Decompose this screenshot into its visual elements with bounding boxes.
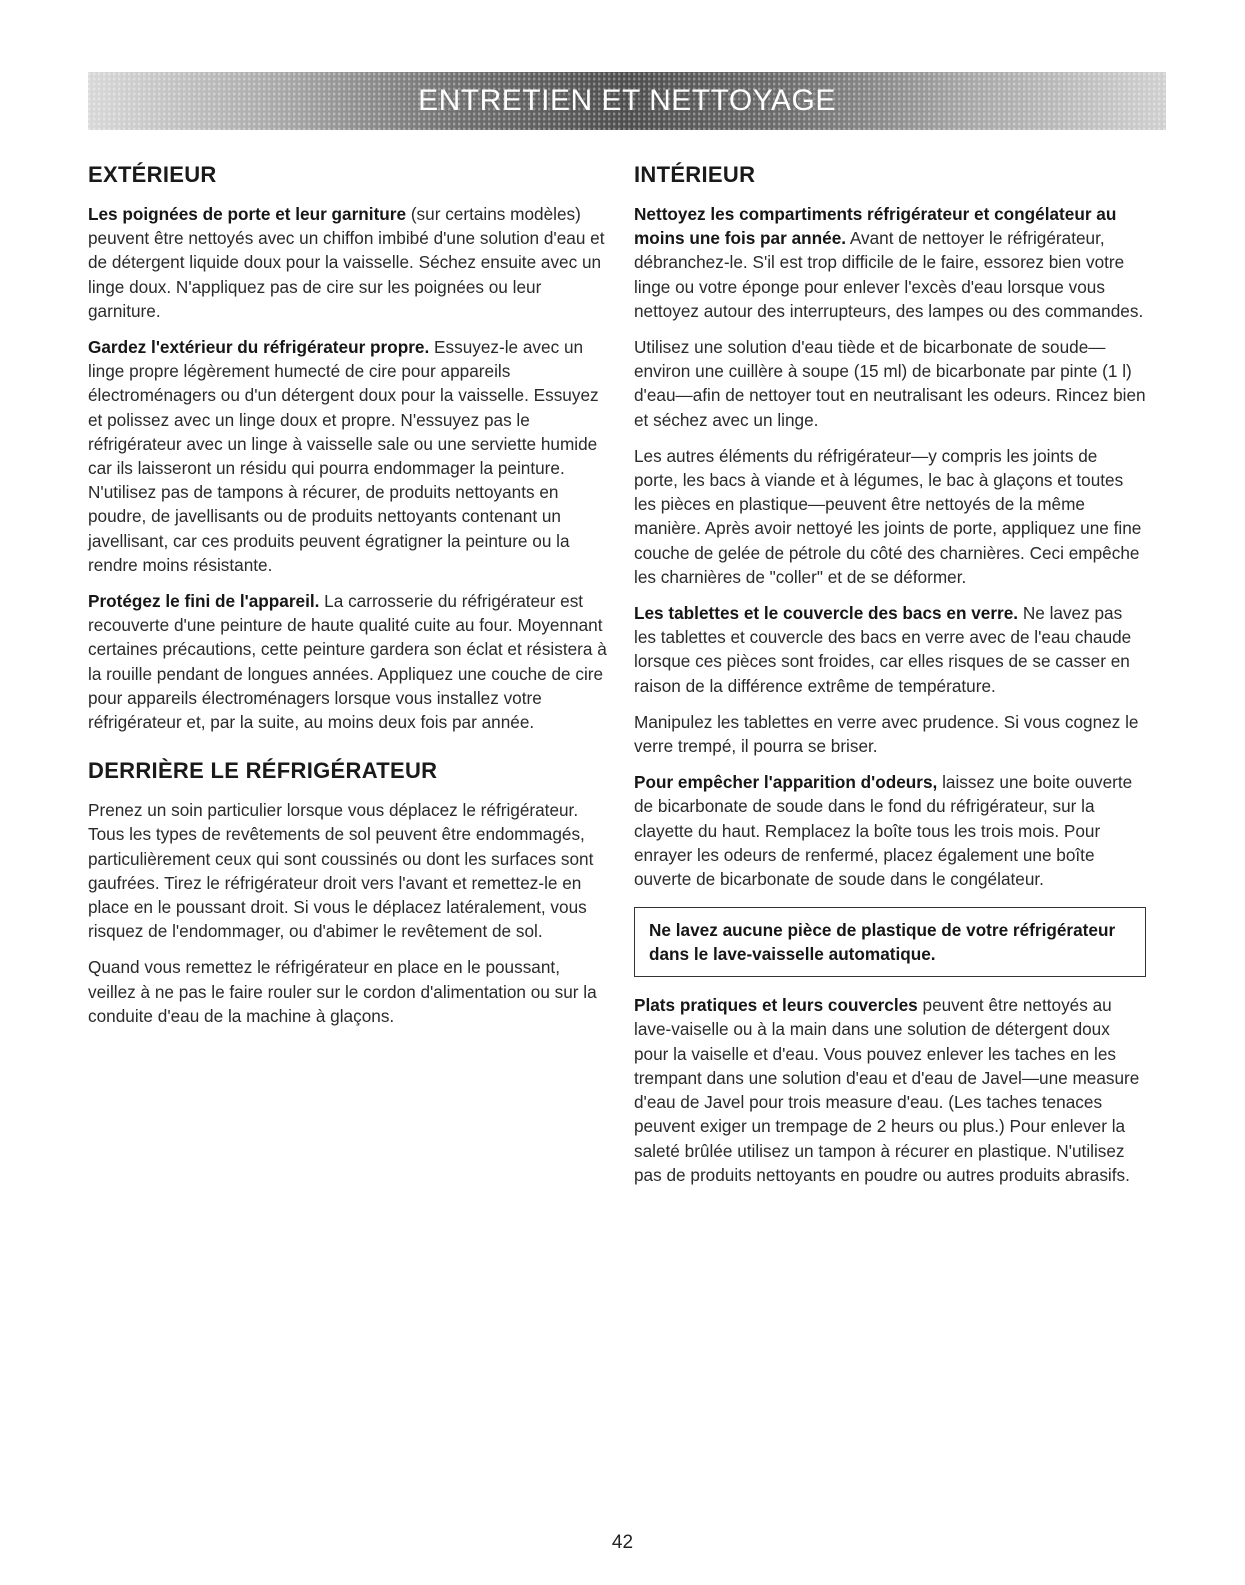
paragraph-exterieur-propre: Gardez l'extérieur du réfrigérateur propre. Essuyez-le avec un linge propre légèrement humecté de cire pour appareils électroménagers ou d'un détergent doux pour la vaisselle. Essuyez et polissez avec un linge doux et propre. N'essuyez pas le réfrigérateur avec un linge à vaisselle sale ou une serviette humide car ils laisseront un résidu qui pourra endommager la peinture. N'utilisez pas de tampons à récurer, de produits nettoyants en poudre, de javellisants ou de produits nettoyants contenant un javellisant, car ces produits peuvent égratigner la peinture ou la rendre moins résistante. (88, 337, 599, 575)
paragraph-remettre: Quand vous remettez le réfrigérateur en place en le poussant, veillez à ne pas le faire rouler sur le cordon d'alimentation ou sur la conduite d'eau de la machine à glaçons. (88, 957, 597, 1026)
section-banner (88, 72, 1166, 130)
warning-box: Ne lavez aucune pièce de plastique de votre réfrigérateur dans le lave-vaisselle automatique. (634, 907, 1146, 977)
paragraph-autres-elements: Les autres éléments du réfrigérateur—y compris les joints de porte, les bacs à viande et à légumes, le bac à glaçons et toutes les pièces en plastique—peuvent être nettoyés de la même manière. Après avoir nettoyé les joints de porte, appliquez une fine couche de gelée de pétrole du côté des charnières. Ceci empêche les charnières de "coller" et de se déformer. (634, 445, 1142, 587)
banner-title: ENTRETIEN ET NETTOYAGE (418, 84, 836, 117)
paragraph-compartiments: Nettoyez les compartiments réfrigérateur et congélateur au moins une fois par année. Avant de nettoyer le réfrigérateur, débranchez-le. S'il est trop difficile de le faire, essorez bien votre linge ou votre éponge pour enlever l'excès d'eau lorsque vous nettoyez autour des interrupteurs, des lampes ou des commandes. (634, 204, 1144, 321)
page-number: 42 (611, 1532, 634, 1553)
paragraph-tablettes: Les tablettes et le couvercle des bacs en verre. Ne lavez pas les tablettes et couvercle des bacs en verre avec de l'eau chaude lorsque ces pièces sont froides, car elles risques de se casser en raison de la différence extrême de température. (634, 603, 1132, 696)
paragraph-poignees: Les poignées de porte et leur garniture (sur certains modèles) peuvent être nettoyés avec un chiffon imbibé d'une solution d'eau et de détergent liquide doux pour la vaisselle. Séchez ensuite avec un linge doux. N'appliquez pas de cire sur les poignées ou leur garniture. (88, 204, 605, 321)
left-column (88, 162, 612, 1040)
right-column (634, 162, 1146, 1199)
paragraph-manipulez: Manipulez les tablettes en verre avec prudence. Si vous cognez le verre trempé, il pourra se briser. (634, 711, 1139, 757)
paragraph-deplacer: Prenez un soin particulier lorsque vous déplacez le réfrigérateur. Tous les types de revêtements de sol peuvent être endommagés, particulièrement ceux qui sont coussinés ou dont les surfaces sont gaufrées. Tirez le réfrigérateur droit vers l'avant et remettez-le en place en le poussant droit. Si vous le déplacez latéralement, vous risquez de l'endommager, ou d'abimer le revêtement de sol. (88, 800, 594, 942)
heading-exterieur: EXTÉRIEUR (88, 162, 217, 187)
paragraph-fini: Protégez le fini de l'appareil. La carrosserie du réfrigérateur est recouverte d'une peinture de haute qualité cuite au four. Moyennant certaines précautions, cette peinture gardera son éclat et résistera à la rouille pendant de longues années. Appliquez une couche de cire pour appareils électroménagers lorsque vous installez votre réfrigérateur et, par la suite, au moins deux fois par année. (88, 591, 607, 733)
paragraph-odeurs: Pour empêcher l'apparition d'odeurs, laissez une boite ouverte de bicarbonate de soude dans le fond du réfrigérateur, sur la clayette du haut. Remplacez la boîte tous les trois mois. Pour enrayer les odeurs de renfermé, placez également une boîte ouverte de bicarbonate de soude dans le congélateur. (634, 772, 1133, 890)
heading-interieur: INTÉRIEUR (634, 162, 756, 187)
heading-derriere: DERRIÈRE LE RÉFRIGÉRATEUR (88, 758, 438, 784)
paragraph-plats: Plats pratiques et leurs couvercles peuvent être nettoyés au lave-vaiselle ou à la main dans une solution de détergent doux pour la vaiselle et d'eau. Vous pouvez enlever les taches en les trempant dans une solution d'eau et d'eau de Javel—une measure d'eau de Javel pour trois measure d'eau. (Les taches tenaces peuvent exiger un trempage de 2 heurs ou plus.) Pour enlever la saleté brûlée utilisez un tampon à récurer en plastique. N'utilisez pas de produits nettoyants en poudre ou autres produits abrasifs. (634, 995, 1140, 1185)
paragraph-solution: Utilisez une solution d'eau tiède et de bicarbonate de soude—environ une cuillère à soupe (15 ml) de bicarbonate par pinte (1 l) d'eau—afin de nettoyer tout en neutralisant les odeurs. Rincez bien et séchez avec un linge. (634, 337, 1146, 430)
